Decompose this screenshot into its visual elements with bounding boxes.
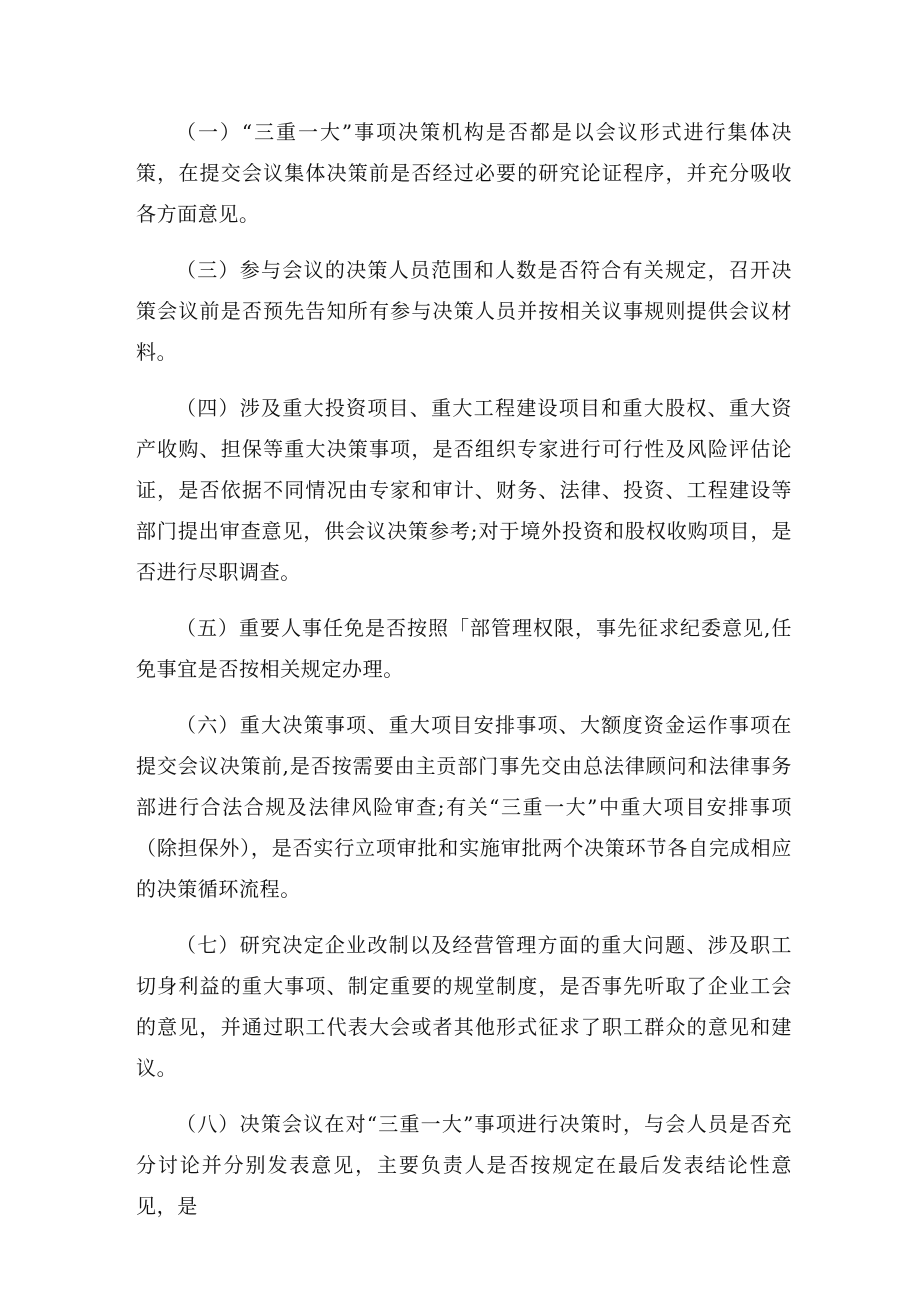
paragraph-item-5: （五）重要人事任免是否按照「部管理权限，事先征求纪委意见,任免事宜是否按相关规定办理。 [136,616,792,681]
paragraph-item-8: （八）决策会议在对“三重一大”事项进行决策时，与会人员是否充分讨论并分别发表意见，主要负责人是否按规定在最后发表结论性意见，是 [136,1112,792,1218]
paragraph-item-1: （一）“三重一大”事项决策机构是否都是以会议形式进行集体决策，在提交会议集体决策前是否经过必要的研究论证程序，并充分吸收各方面意见。 [136,120,792,226]
paragraph-item-4: （四）涉及重大投资项目、重大工程建设项目和重大股权、重大资产收购、担保等重大决策事项，是否组织专家进行可行性及风险评估论证，是否依据不同情况由专家和审计、财务、法律、投资、工程建设等部门提出审查意见，供会议决策参考;对于境外投资和股权收购项目，是否进行尽职调查。 [136,396,792,584]
document-body [136,112,792,1242]
paragraph-item-3: （三）参与会议的决策人员范围和人数是否符合有关规定，召开决策会议前是否预先告知所有参与决策人员并按相关议事规则提供会议材料。 [136,258,792,364]
paragraph-item-7: （七）研究决定企业改制以及经营管理方面的重大问题、涉及职工切身利益的重大事项、制定重要的规堂制度，是否事先听取了企业工会的意见，并通过职工代表大会或者其他形式征求了职工群众的意见和建议。 [136,933,792,1080]
paragraph-item-6: （六）重大决策事项、重大项目安排事项、大额度资金运作事项在提交会议决策前,是否按需要由主贡部门事先交由总法律顾问和法律事务部进行合法合规及法律风险审查;有关“三重一大”中重大项目安排事项（除担保外），是否实行立项审批和实施审批两个决策环节各自完成相应的决策循环流程。 [136,713,792,901]
